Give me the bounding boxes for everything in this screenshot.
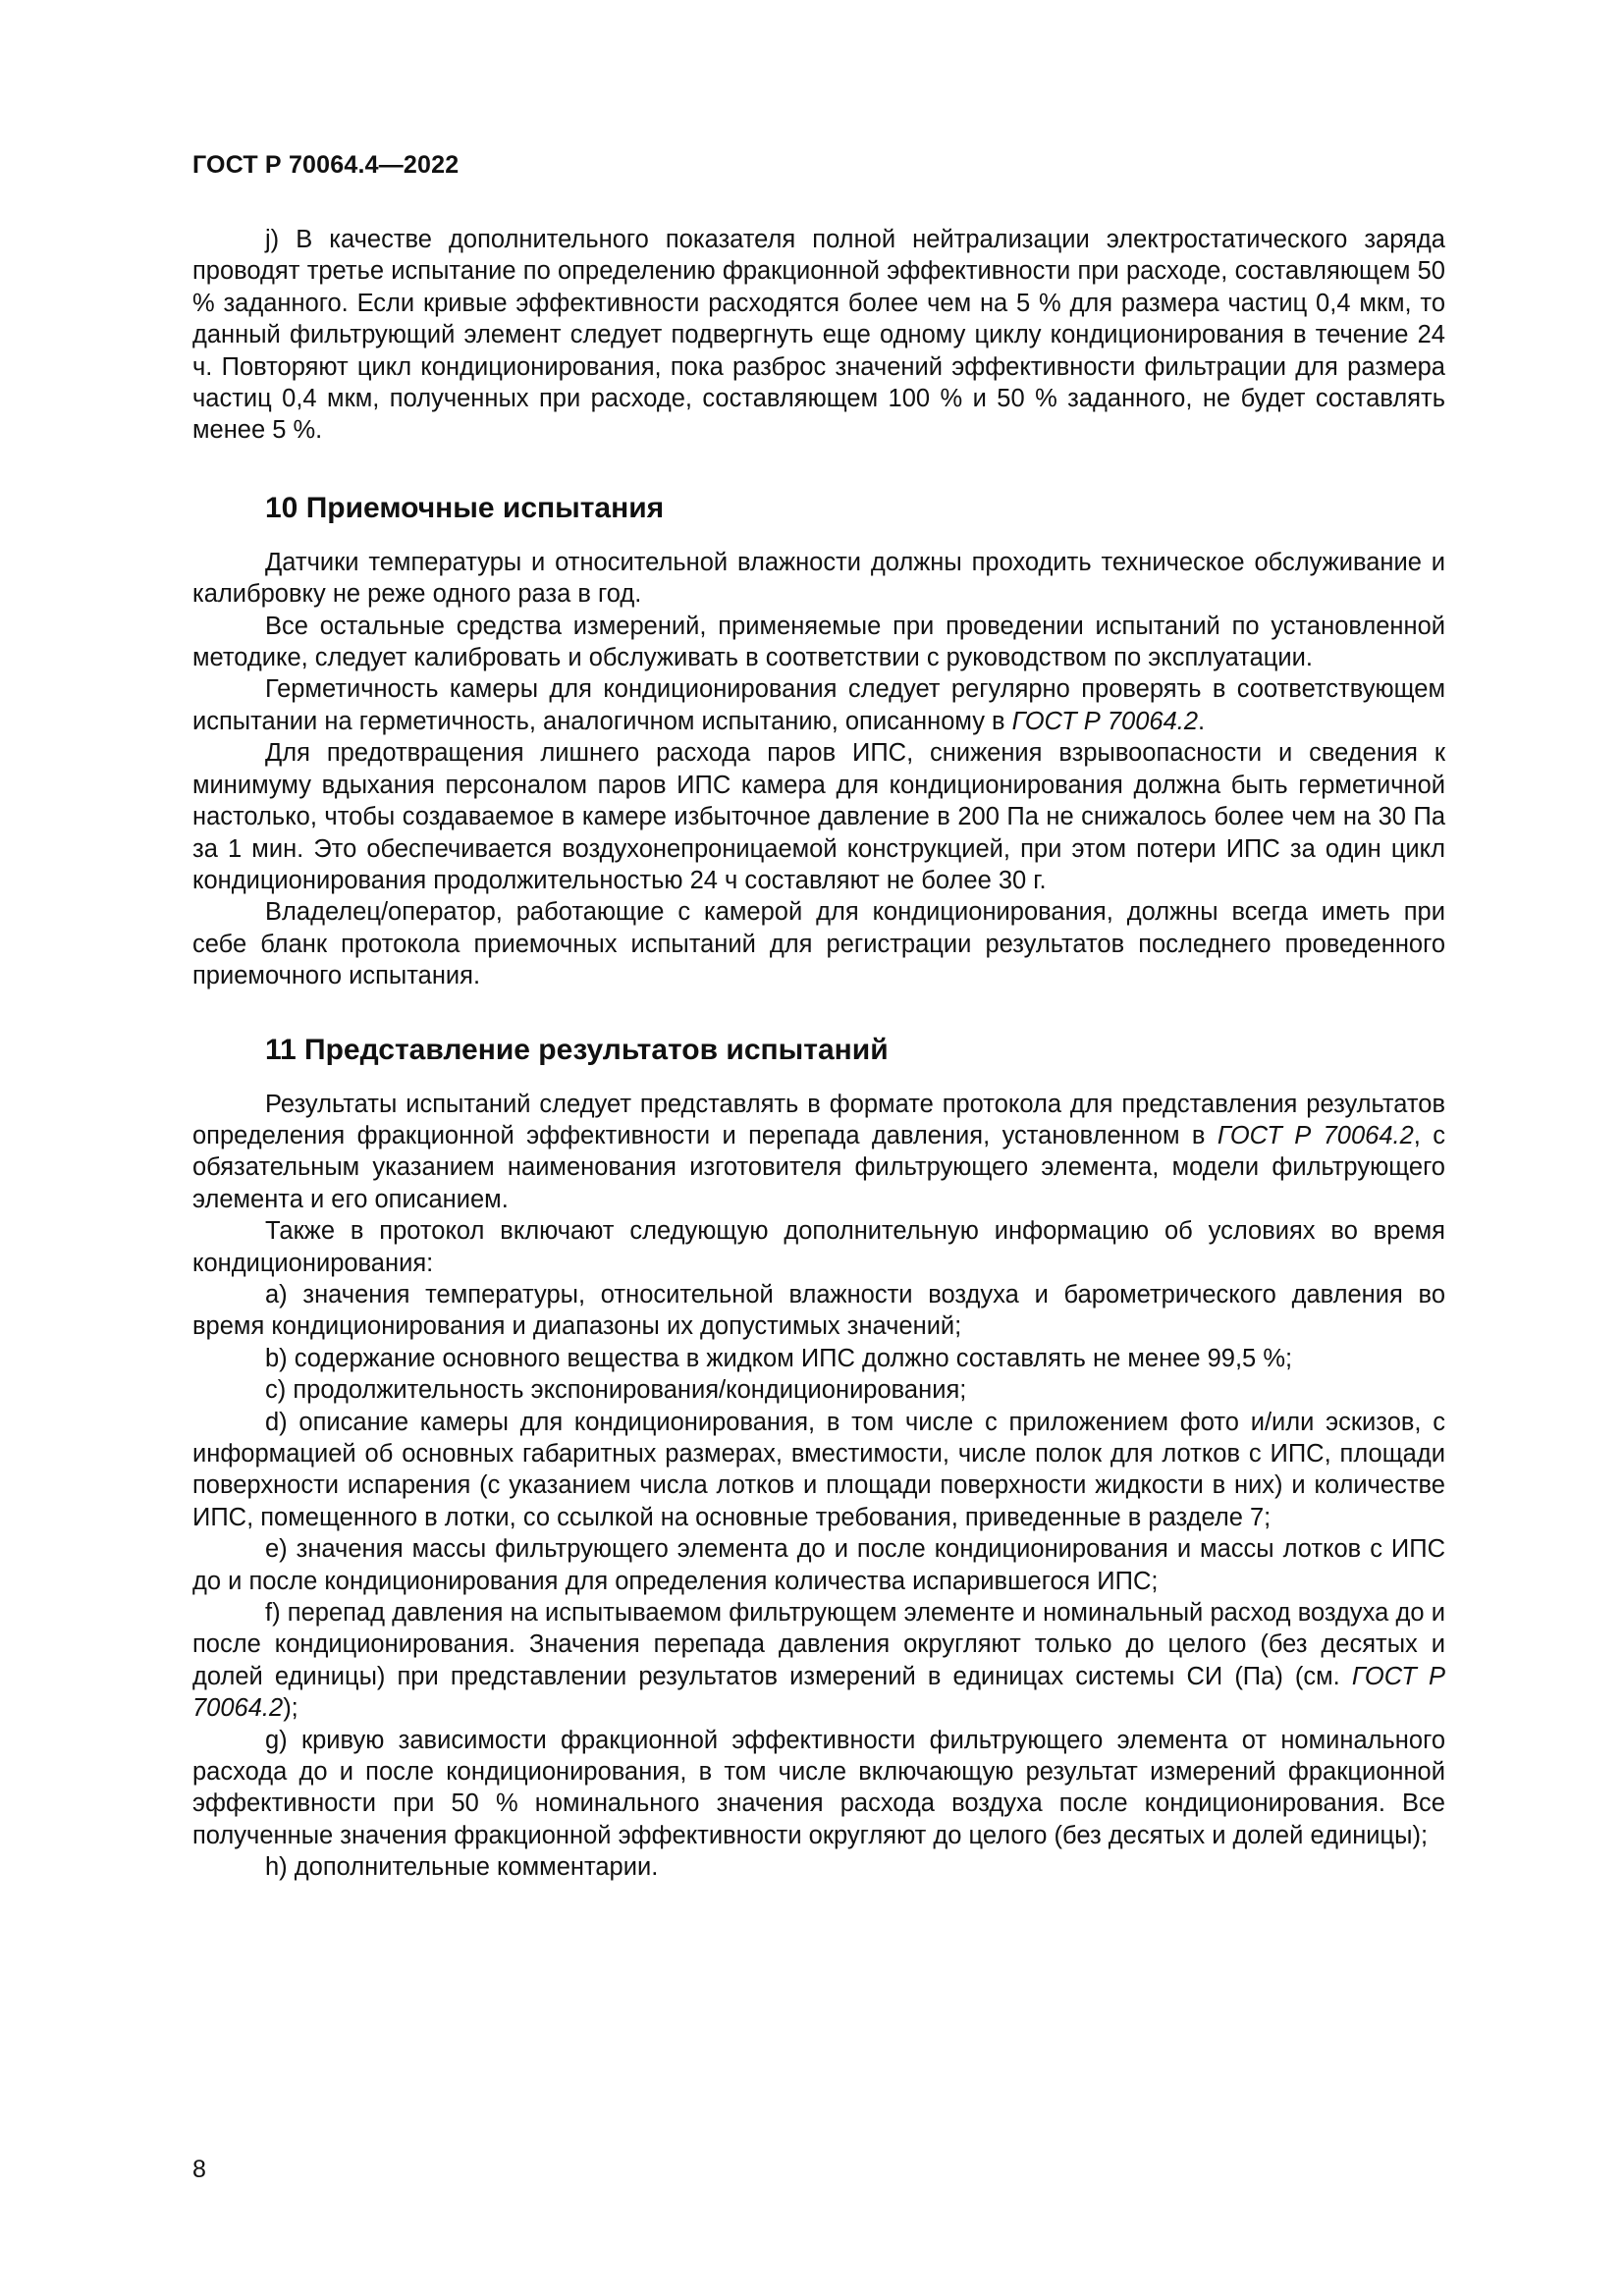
paragraph-text: Герметичность камеры для кондиционирования следует регулярно проверять в соответствующем испытании на герметичность, аналогичном испытанию, описанному в bbox=[192, 675, 1445, 735]
paragraph-text-end: , с обязательным указанием наименования изготовителя фильтрующего элемента, модели фильтрующего элемента и его описанием. bbox=[192, 1121, 1445, 1213]
page-number: 8 bbox=[192, 2156, 206, 2183]
standard-reference: ГОСТ Р 70064.2 bbox=[1011, 707, 1199, 735]
section-10-paragraph-3 bbox=[192, 673, 1445, 737]
document-code-header: ГОСТ Р 70064.4—2022 bbox=[192, 151, 460, 179]
section-10-paragraph-1: Датчики температуры и относительной влажности должны проходить техническое обслуживание и калибровку не реже одного раза в год. bbox=[192, 548, 1445, 609]
paragraph-text-end: . bbox=[1198, 707, 1206, 735]
section-10-paragraph-4: Для предотвращения лишнего расхода паров ИПС, снижения взрывоопасности и сведения к минимуму вдыхания персоналом паров ИПС камера для кондиционирования должна быть герметичной настолько, чтобы создаваемое в камере избыточное давление в 200 Па не снижалось более чем на 30 Па за 1 мин. Это обеспечивается воздухонепроницаемой конструкцией, при этом потери ИПС за один цикл кондиционирования продолжительностью 24 ч составляют не более 30 г. bbox=[192, 739, 1445, 894]
list-item-g: g) кривую зависимости фракционной эффективности фильтрующего элемента от номинального расхода до и после кондиционирования, в том числе включающую результат измерений фракционной эффективности при 50 % номинального значения расхода воздуха после кондиционирования. Все полученные значения фракционной эффективности округляют до целого (без десятых и долей единицы); bbox=[192, 1726, 1445, 1849]
paragraph-text: f) перепад давления на испытываемом фильтрующем элементе и номинальный расход воздуха до и после кондиционирования. Значения перепада давления округляют только до целого (без десятых и долей единицы) при представлении результатов измерений в единицах системы СИ (Па) (см. bbox=[192, 1599, 1445, 1690]
section-11-paragraph-1 bbox=[192, 1089, 1445, 1216]
section-10-heading: 10 Приемочные испытания bbox=[265, 491, 665, 524]
section-11-heading: 11 Представление результатов испытаний bbox=[265, 1033, 889, 1066]
section-10-paragraph-5: Владелец/оператор, работающие с камерой для кондиционирования, должны всегда иметь при себе бланк протокола приемочных испытаний для регистрации результатов последнего проведенного приемочного испытания. bbox=[192, 898, 1445, 990]
standard-reference: ГОСТ Р 70064.2 bbox=[192, 1662, 1445, 1723]
section-10-paragraph-2: Все остальные средства измерений, применяемые при проведении испытаний по установленной методике, следует калибровать и обслуживать в соответствии с руководством по эксплуатации. bbox=[192, 612, 1445, 672]
paragraph-text-end: ); bbox=[283, 1694, 298, 1723]
list-item-h: h) дополнительные комментарии. bbox=[265, 1853, 659, 1882]
list-item-f bbox=[192, 1597, 1445, 1725]
paragraph-text: Результаты испытаний следует представлять в формате протокола для представления результатов определения фракционной эффективности и перепада давления, установленном в bbox=[192, 1090, 1445, 1149]
list-item-c: c) продолжительность экспонирования/кондиционирования; bbox=[265, 1376, 967, 1405]
list-item-b: b) содержание основного вещества в жидком ИПС должно составлять не менее 99,5 %; bbox=[265, 1344, 1293, 1372]
list-item-d: d) описание камеры для кондиционирования, в том числе с приложением фото и/или эскизов, с информацией об основных габаритных размерах, вместимости, числе полок для лотков с ИПС, площади поверхности испарения (с указанием числа лотков и площади поверхности жидкости в них) и количестве ИПС, помещенного в лотки, со ссылкой на основные требования, приведенные в разделе 7; bbox=[192, 1408, 1445, 1531]
standard-reference: ГОСТ Р 70064.2 bbox=[1217, 1121, 1414, 1149]
list-item-e: e) значения массы фильтрующего элемента до и после кондиционирования и массы лотков с ИПС до и после кондиционирования для определения количества испарившегося ИПС; bbox=[192, 1535, 1445, 1595]
section-11-paragraph-2: Также в протокол включают следующую дополнительную информацию об условиях во время кондиционирования: bbox=[192, 1217, 1445, 1277]
list-item-a: a) значения температуры, относительной влажности воздуха и барометрического давления во время кондиционирования и диапазоны их допустимых значений; bbox=[192, 1280, 1445, 1341]
item-j-paragraph: j) В качестве дополнительного показателя полной нейтрализации электростатического заряда проводят третье испытание по определению фракционной эффективности при расходе, составляющем 50 % заданного. Если кривые эффективности расходятся более чем на 5 % для размера частиц 0,4 мкм, то данный фильтрующий элемент следует подвергнуть еще одному циклу кондиционирования в течение 24 ч. Повторяют цикл кондиционирования, пока разброс значений эффективности фильтрации для размера частиц 0,4 мкм, полученных при расходе, составляющем 100 % и 50 % заданного, не будет составлять менее 5 %. bbox=[192, 226, 1445, 445]
document-body bbox=[192, 224, 1445, 1884]
